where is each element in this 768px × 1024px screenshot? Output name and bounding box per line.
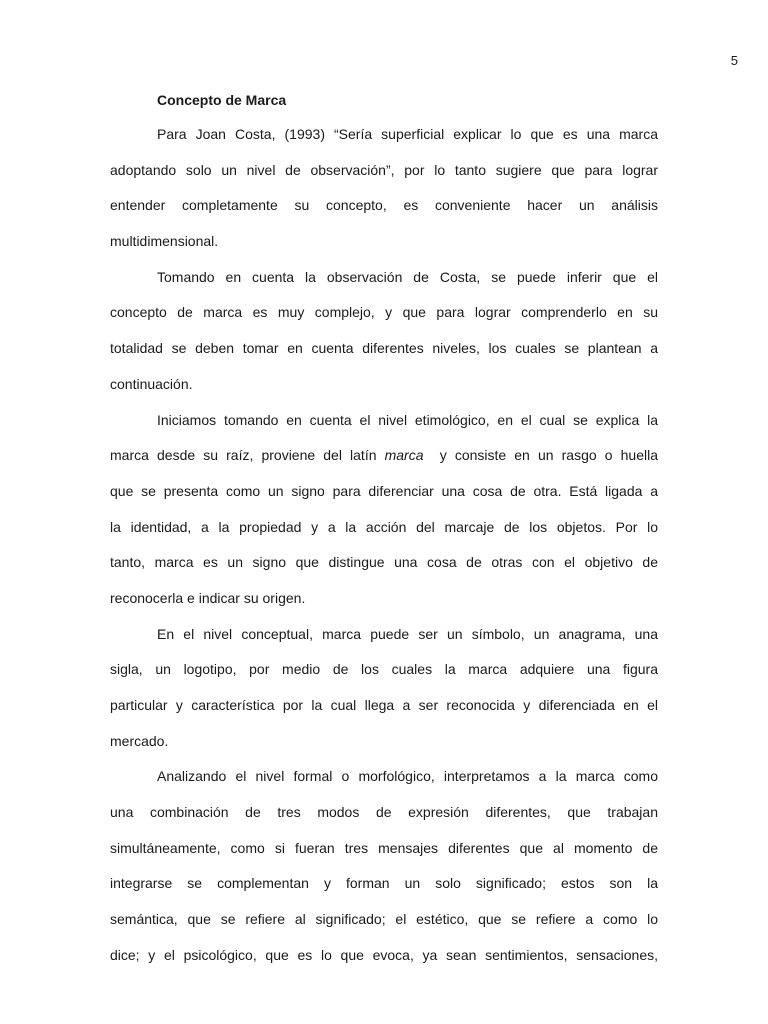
text-line: continuación. (110, 375, 193, 392)
text-line: Tomando en cuenta la observación de Costa, se puede inferir que el (157, 268, 658, 285)
text-line: simultáneamente, como si fueran tres mensajes diferentes que al momento de (110, 839, 658, 856)
body-text (110, 117, 658, 974)
paragraph (110, 260, 658, 403)
text-line: Iniciamos tomando en cuenta el nivel etimológico, en el cual se explica la (157, 411, 658, 428)
section-heading: Concepto de Marca (157, 92, 287, 108)
text-line: semántica, que se refiere al significado; el estético, que se refiere a como lo (110, 911, 658, 928)
text-line: tanto, marca es un signo que distingue una cosa de otras con el objetivo de (110, 554, 658, 571)
text-run: marca desde su raíz, proviene del latín (110, 447, 385, 464)
text-line: totalidad se deben tomar en cuenta diferentes niveles, los cuales se plantean a (110, 340, 658, 357)
text-line: Para Joan Costa, (1993) “Sería superficial explicar lo que es una marca (157, 126, 658, 142)
text-line: Analizando el nivel formal o morfológico, interpretamos a la marca como (157, 768, 658, 785)
text-line: reconocerla e indicar su origen. (110, 589, 306, 606)
paragraph (110, 117, 658, 260)
text-line: dice; y el psicológico, que es lo que evoca, ya sean sentimientos, sensaciones, (110, 946, 658, 963)
page-number: 5 (730, 53, 738, 68)
text-run: y consiste en un rasgo o huella (423, 447, 658, 464)
paragraph (110, 759, 658, 973)
text-line: entender completamente su concepto, es conveniente hacer un análisis (110, 197, 658, 214)
text-line (110, 438, 658, 474)
italic-term: marca (384, 447, 424, 464)
text-line: concepto de marca es muy complejo, y que para lograr comprenderlo en su (110, 304, 658, 321)
text-line: adoptando solo un nivel de observación”, por lo tanto sugiere que para lograr (110, 161, 658, 178)
paragraph (110, 403, 658, 617)
text-line: En el nivel conceptual, marca puede ser un símbolo, un anagrama, una (157, 625, 658, 642)
text-line: que se presenta como un signo para diferenciar una cosa de otra. Está ligada a (110, 482, 658, 499)
text-line: particular y característica por la cual llega a ser reconocida y diferenciada en el (110, 697, 658, 713)
text-line: integrarse se complementan y forman un solo significado; estos son la (110, 875, 658, 892)
text-line: mercado. (110, 732, 169, 749)
paragraph (110, 617, 658, 760)
text-line: la identidad, a la propiedad y a la acción del marcaje de los objetos. Por lo (110, 518, 658, 535)
text-line: una combinación de tres modos de expresión diferentes, que trabajan (110, 804, 658, 821)
text-line: multidimensional. (110, 233, 219, 250)
text-line: sigla, un logotipo, por medio de los cuales la marca adquiere una figura (110, 661, 658, 678)
